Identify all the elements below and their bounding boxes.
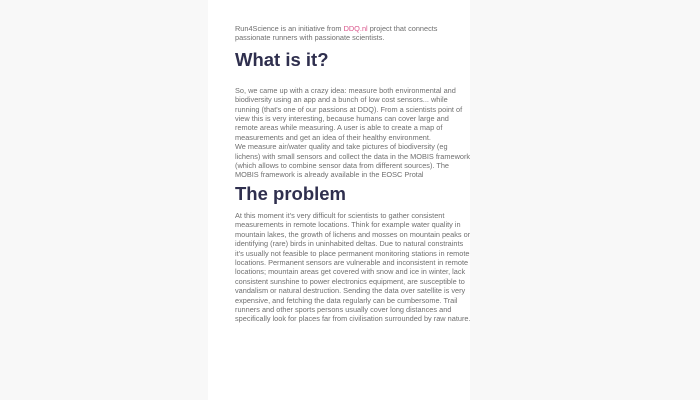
what-is-it-paragraph-2: We measure air/water quality and take pictures of biodiversity (eg lichens) with small sensors and collect the data in the MOBIS framework (which allows to combine sensor data from different sources). The MOBIS framework is already available in the EOSC Protal — [235, 142, 471, 180]
intro-text-end: project that connects passionate runners with passionate scientists. — [235, 24, 438, 43]
what-is-it-paragraph-1: So, we came up with a crazy idea: measure both environmental and biodiversity using an app and a bunch of low cost sensors... while running (that's one of our passions at DDQ). From a scientists point of view this is very interesting, because humans can cover large and remote areas while measuring. A user is able to create a map of measurements and get an idea of their healthy environment. — [235, 85, 463, 142]
section-heading-the-problem: The problem — [235, 182, 347, 204]
document-page — [208, 0, 470, 400]
the-problem-paragraph: At this moment it's very difficult for scientists to gather consistent measurements in remote locations. Think for example water quality in mountain lakes, the growth of lichens and mosses on mountain peaks or identifying (rare) birds in uninhabited deltas. Due to natural constraints it's usually not feasible to place permanent monitoring stations in remote locations. Permanent sensors are vulnerable and inconsistent in remote locations; mountain areas get covered with snow and ice in winter, lack consistent sunshine to power electronics equipment, are susceptible to vandalism or natural destruction. Sending the data over satellite is very expensive, and fetching the data regularly can be cumbersome. Trail runners and other sports persons usually cover long distances and specifically look for places far from civilisation surrounded by raw nature. — [235, 210, 471, 324]
ddq-link[interactable]: DDQ.nl — [343, 24, 368, 33]
article-content — [235, 24, 471, 324]
section-heading-what-is-it: What is it? — [235, 48, 329, 70]
intro-text-start: Run4Science is an initiative from — [235, 24, 344, 33]
intro-paragraph — [235, 24, 471, 43]
